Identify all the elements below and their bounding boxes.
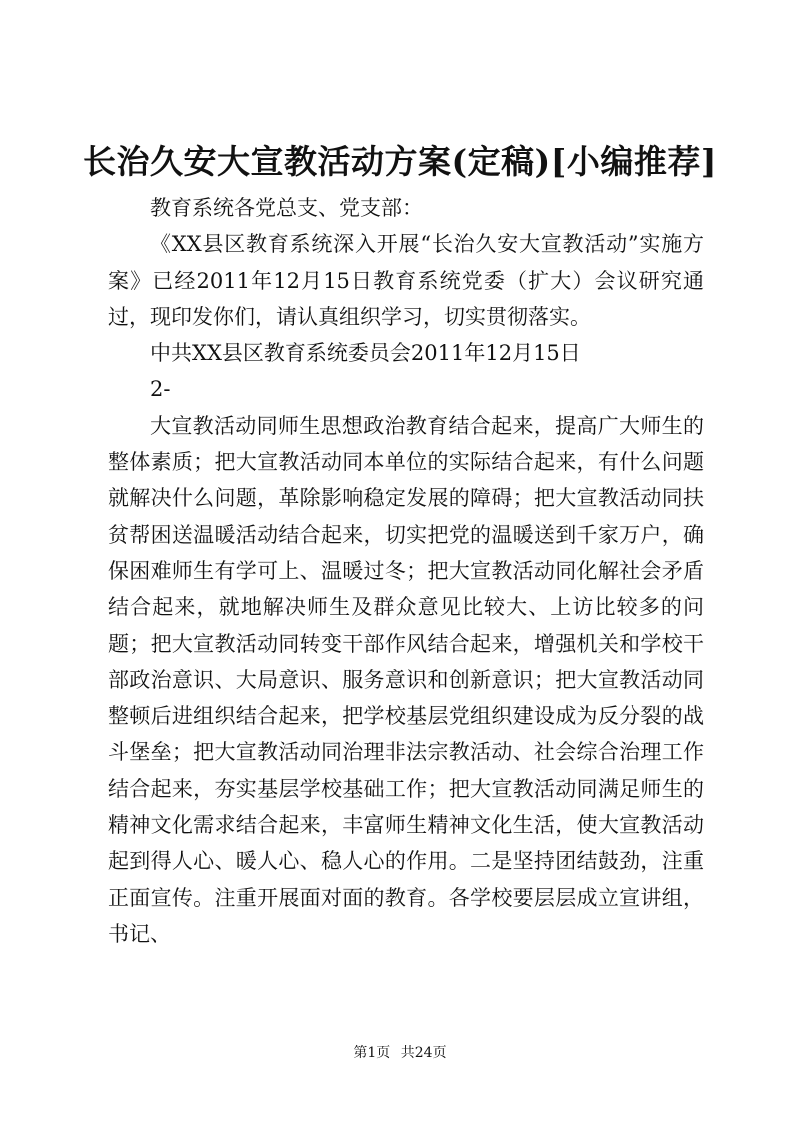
document-body [108, 190, 704, 952]
page-total: 共24页 [400, 1045, 447, 1061]
document-title: 长治久安大宣教活动方案(定稿)[小编推荐] [83, 142, 717, 181]
signature-paragraph: 中共XX县区教育系统委员会2011年12月15日 [150, 341, 581, 366]
salutation-paragraph: 教育系统各党总支、党支部： [150, 196, 423, 220]
section-number: 2- [150, 377, 171, 402]
page-footer [0, 1043, 800, 1063]
notice-paragraph: 《XX县区教育系统深入开展“长治久安大宣教活动”实施方案》已经2011年12月15日教育系统党委（扩大）会议研究通过，现印发你们，请认真组织学习，切实贯彻落实。 [108, 232, 704, 329]
content-paragraph: 大宣教活动同师生思想政治教育结合起来，提高广大师生的整体素质；把大宣教活动同本单位的实际结合起来，有什么问题就解决什么问题，革除影响稳定发展的障碍；把大宣教活动同扶贫帮困送温暖活动结合起来，切实把党的温暖送到千家万户，确保困难师生有学可上、温暖过冬；把大宣教活动同化解社会矛盾结合起来，就地解决师生及群众意见比较大、上访比较多的问题；把大宣教活动同转变干部作风结合起来，增强机关和学校干部政治意识、大局意识、服务意识和创新意识；把大宣教活动同整顿后进组织结合起来，把学校基层党组织建设成为反分裂的战斗堡垒；把大宣教活动同治理非法宗教活动、社会综合治理工作结合起来，夯实基层学校基础工作；把大宣教活动同满足师生的精神文化需求结合起来，丰富师生精神文化生活，使大宣教活动起到得人心、暖人心、稳人心的作用。二是坚持团结鼓劲，注重正面宣传。注重开展面对面的教育。各学校要层层成立宣讲组，书记、 [108, 413, 704, 946]
page-number: 第1页 [353, 1045, 391, 1061]
